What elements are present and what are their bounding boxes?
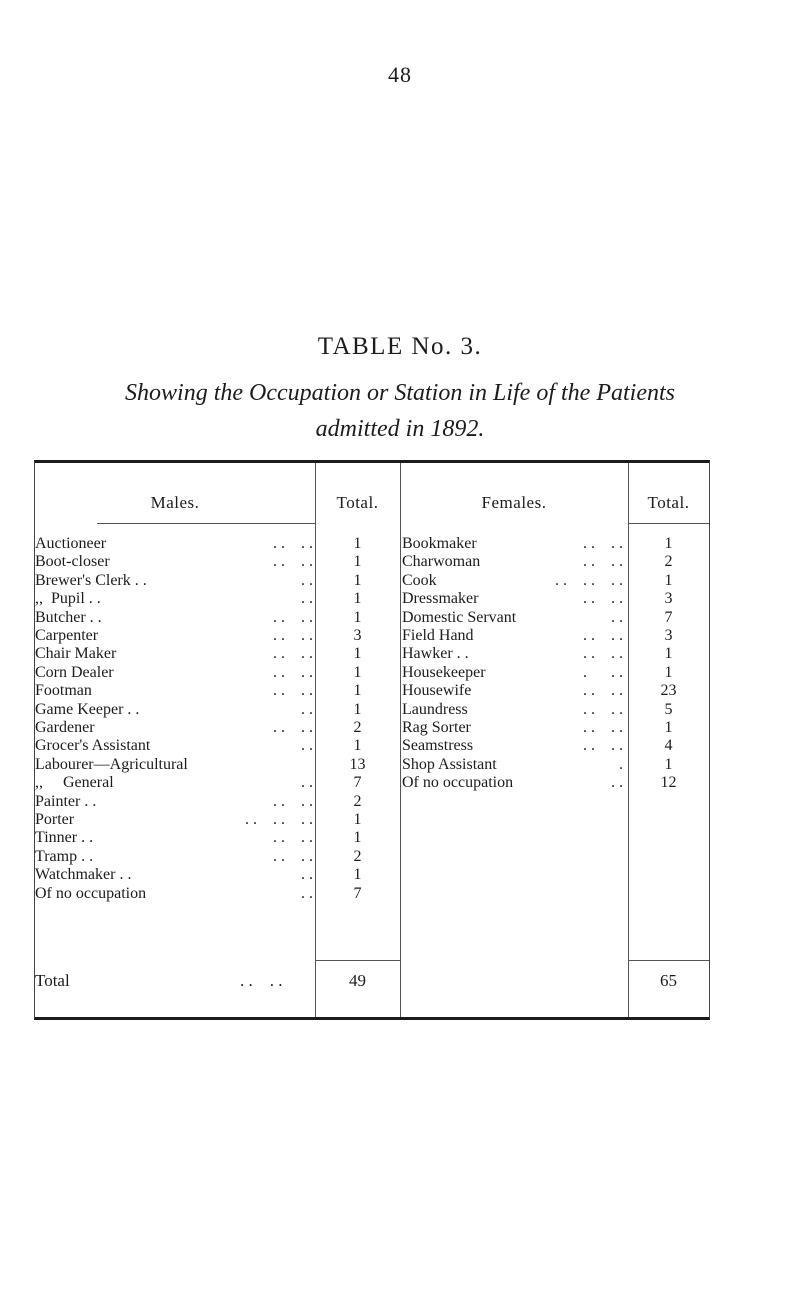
female-occupation: Seamstress — [402, 737, 474, 755]
male-occupation: Watchmaker . . — [35, 866, 132, 884]
table-row — [35, 737, 709, 755]
table-row — [35, 535, 709, 553]
female-count: 5 — [664, 700, 673, 718]
female-occupation: Field Hand — [402, 627, 474, 644]
male-occupation: Labourer—Agricultural — [35, 755, 188, 773]
male-count: 1 — [353, 700, 362, 718]
male-count: 13 — [349, 755, 366, 773]
male-leader-dots: . . . . — [273, 663, 313, 681]
female-count: 23 — [660, 682, 677, 700]
female-leader-dots: . . . — [583, 663, 623, 681]
male-occupation: Tramp . . — [35, 847, 94, 865]
male-count: 1 — [353, 553, 362, 571]
female-occupation: Shop Assistant — [402, 755, 497, 773]
female-occupation: Bookmaker — [402, 535, 477, 552]
female-count: 3 — [664, 627, 673, 644]
male-count: 2 — [353, 847, 362, 865]
male-count: 3 — [353, 627, 362, 644]
male-count: 2 — [353, 792, 362, 810]
table-row — [35, 793, 709, 811]
male-leader-dots: . . — [301, 866, 313, 884]
male-count: 1 — [353, 645, 362, 663]
females-total-value: 65 — [660, 971, 677, 990]
male-occupation: Butcher . . — [35, 608, 102, 626]
male-occupation: Chair Maker — [35, 645, 117, 663]
female-count: 1 — [664, 755, 673, 773]
table-row — [35, 553, 709, 571]
female-occupation: Hawker . . — [402, 645, 469, 663]
female-count: 1 — [664, 535, 673, 552]
male-leader-dots: . . — [301, 590, 313, 608]
male-leader-dots: . . — [301, 774, 313, 792]
female-occupation: Housewife — [402, 682, 472, 700]
male-occupation: Corn Dealer — [35, 663, 114, 681]
header-females: Females. — [481, 493, 547, 512]
page-number: 48 — [388, 62, 412, 87]
subtitle-line-2: admitted in 1892. — [315, 416, 485, 442]
female-count: 1 — [664, 719, 673, 736]
occupation-table — [34, 460, 710, 1020]
male-leader-dots: . . . . . . — [245, 811, 313, 828]
male-leader-dots: . . . . — [273, 553, 313, 571]
male-occupation: Carpenter — [35, 627, 99, 644]
male-count: 2 — [353, 719, 362, 736]
table-row — [35, 811, 709, 829]
male-leader-dots: . . . . — [273, 829, 313, 847]
male-leader-dots: . . . . — [273, 627, 313, 644]
subtitle-line-1: Showing the Occupation or Station in Life of the Patients — [125, 380, 675, 406]
male-occupation: Grocer's Assistant — [35, 737, 151, 755]
female-occupation: Of no occupation — [402, 774, 514, 792]
male-count: 1 — [353, 608, 362, 626]
male-occupation: Tinner . . — [35, 829, 94, 847]
male-leader-dots: . . . . — [273, 682, 313, 700]
male-leader-dots: . . . . — [273, 645, 313, 663]
male-leader-dots: . . — [301, 737, 313, 755]
table-row — [35, 719, 709, 737]
male-leader-dots: . . . . — [273, 535, 313, 552]
male-occupation: ,, General — [35, 774, 114, 792]
female-leader-dots: . . . . — [583, 590, 623, 608]
header-males-total: Total. — [336, 493, 379, 512]
table-row — [35, 848, 709, 866]
female-leader-dots: . . . . — [583, 535, 623, 552]
table-row — [35, 682, 709, 700]
male-occupation: Game Keeper . . — [35, 700, 140, 718]
table-row — [35, 572, 709, 590]
male-count: 1 — [353, 663, 362, 681]
header-males: Males. — [150, 493, 200, 512]
male-count: 1 — [353, 866, 362, 884]
female-occupation: Laundress — [402, 700, 468, 718]
male-leader-dots: . . — [301, 700, 313, 718]
female-count: 3 — [664, 590, 673, 608]
male-leader-dots: . . . . — [273, 847, 313, 865]
male-leader-dots: . . — [301, 884, 313, 902]
table-row — [35, 866, 709, 884]
male-occupation: Footman — [35, 682, 92, 700]
male-count: 1 — [353, 811, 362, 828]
males-total-value: 49 — [349, 971, 366, 990]
male-count: 1 — [353, 829, 362, 847]
female-leader-dots: . . — [611, 608, 623, 626]
female-leader-dots: . . . . . . — [555, 571, 623, 589]
table-row — [35, 829, 709, 847]
female-count: 1 — [664, 571, 673, 589]
header-rule — [628, 523, 709, 524]
female-leader-dots: . . . . — [583, 737, 623, 755]
table-row — [35, 885, 709, 903]
table-row — [35, 627, 709, 645]
male-occupation: Porter — [35, 811, 75, 828]
male-leader-dots: . . — [301, 571, 313, 589]
header-rule — [97, 523, 315, 524]
total-label: Total — [35, 971, 70, 990]
female-occupation: Housekeeper — [402, 663, 486, 681]
female-count: 1 — [664, 645, 673, 663]
female-occupation: Dressmaker — [402, 590, 479, 608]
male-leader-dots: . . . . — [273, 792, 313, 810]
table-row — [35, 609, 709, 627]
male-occupation: ,, Pupil . . — [35, 590, 101, 608]
male-count: 1 — [353, 682, 362, 700]
male-occupation: Auctioneer — [35, 535, 107, 552]
total-rule — [628, 960, 709, 961]
male-leader-dots: . . . . — [273, 608, 313, 626]
male-count: 7 — [353, 884, 362, 902]
table-row — [35, 701, 709, 719]
male-leader-dots: . . . . — [273, 719, 313, 736]
female-leader-dots: . . . . — [583, 682, 623, 700]
male-occupation: Painter . . — [35, 792, 97, 810]
female-occupation: Rag Sorter — [402, 719, 471, 736]
female-count: 4 — [664, 737, 673, 755]
female-occupation: Charwoman — [402, 553, 481, 571]
male-count: 7 — [353, 774, 362, 792]
total-rule — [315, 960, 400, 961]
table-row — [35, 664, 709, 682]
female-leader-dots: . — [619, 755, 623, 773]
female-leader-dots: . . . . — [583, 553, 623, 571]
table-title: TABLE No. 3. — [317, 333, 483, 360]
male-occupation: Brewer's Clerk . . — [35, 571, 147, 589]
table-row — [35, 756, 709, 774]
female-leader-dots: . . . . — [583, 719, 623, 736]
male-count: 1 — [353, 571, 362, 589]
male-occupation: Of no occupation — [35, 884, 147, 902]
table-row — [35, 590, 709, 608]
female-count: 7 — [664, 608, 673, 626]
female-count: 12 — [660, 774, 677, 792]
female-occupation: Domestic Servant — [402, 608, 517, 626]
table-row — [35, 774, 709, 792]
male-count: 1 — [353, 590, 362, 608]
female-leader-dots: . . — [611, 774, 623, 792]
male-count: 1 — [353, 737, 362, 755]
female-leader-dots: . . . . — [583, 700, 623, 718]
male-occupation: Gardener — [35, 719, 95, 736]
table-subtitle — [0, 375, 800, 447]
header-females-total: Total. — [647, 493, 690, 512]
female-leader-dots: . . . . — [583, 627, 623, 644]
male-occupation: Boot-closer — [35, 553, 110, 571]
female-leader-dots: . . . . — [583, 645, 623, 663]
female-occupation: Cook — [402, 571, 437, 589]
female-count: 2 — [664, 553, 673, 571]
table-row — [35, 645, 709, 663]
female-count: 1 — [664, 663, 673, 681]
total-dots: . . . . — [240, 971, 283, 990]
male-count: 1 — [353, 535, 362, 552]
